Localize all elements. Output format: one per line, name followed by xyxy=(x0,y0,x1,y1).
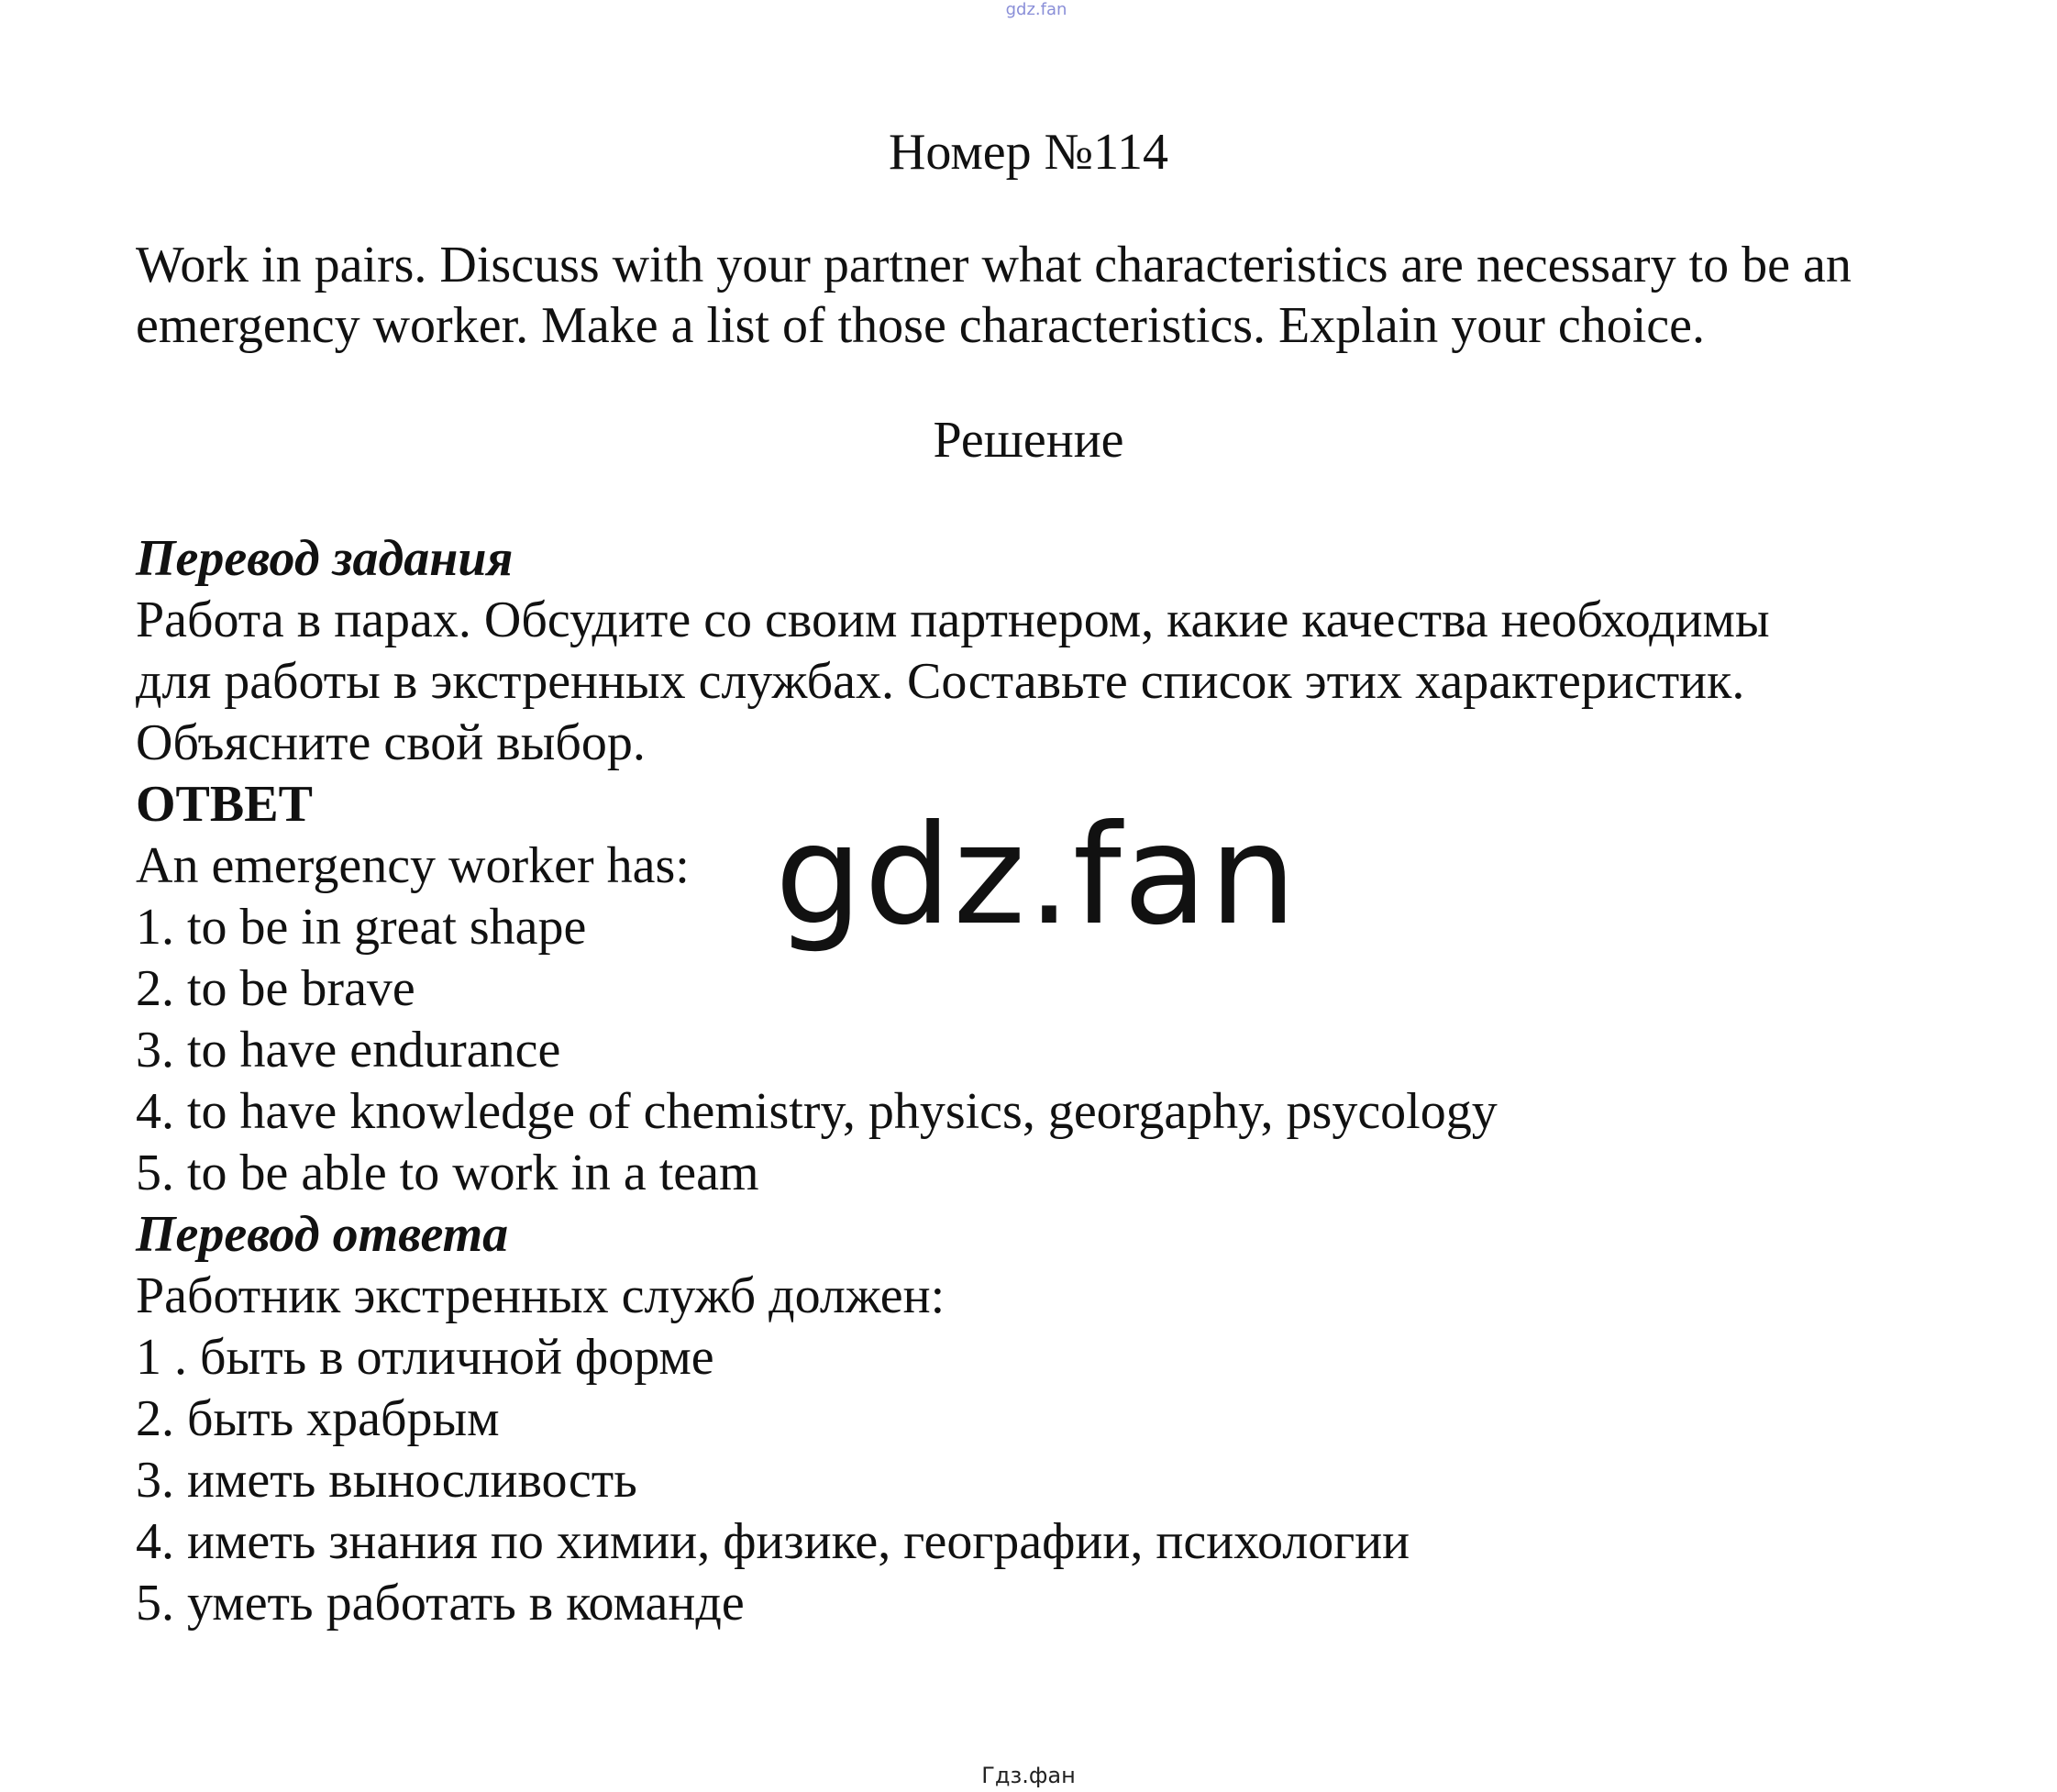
page-title: Номер №114 xyxy=(888,124,1169,181)
translation-answer-item: 2. быть храбрым xyxy=(136,1390,500,1447)
answer-item: 3. to have endurance xyxy=(136,1022,561,1079)
watermark: gdz.fan xyxy=(775,796,1299,956)
translation-answer-item: 4. иметь знания по химии, физике, географии, психологии xyxy=(136,1513,1410,1570)
answer-item: 5. to be able to work in a team xyxy=(136,1145,759,1201)
answer-item: 1. to be in great shape xyxy=(136,899,587,956)
translation-answer-item: 3. иметь выносливость xyxy=(136,1452,637,1509)
answer-heading: ОТВЕТ xyxy=(136,776,313,833)
answer-item: 4. to have knowledge of chemistry, physics, georgaphy, psycology xyxy=(136,1083,1498,1140)
top-watermark: gdz.fan xyxy=(1005,0,1067,19)
translation-answer-item: 5. уметь работать в команде xyxy=(136,1575,745,1632)
answer-intro: An emergency worker has: xyxy=(136,837,690,894)
translation-answer-item: 1 . быть в отличной форме xyxy=(136,1329,714,1386)
answer-item: 2. to be brave xyxy=(136,960,415,1017)
translation-task-line: Работа в парах. Обсудите со своим партнером, какие качества необходимы xyxy=(136,592,1770,648)
content-block xyxy=(136,528,1970,1634)
translation-task-heading: Перевод задания xyxy=(136,530,514,587)
footer-watermark: Гдз.фан xyxy=(981,1763,1076,1788)
translation-answer-intro: Работник экстренных служб должен: xyxy=(136,1267,946,1324)
translation-answer-heading: Перевод ответа xyxy=(136,1206,509,1263)
translation-task-line: для работы в экстренных службах. Составьте список этих характеристик. xyxy=(136,653,1745,710)
solution-heading: Решение xyxy=(933,412,1124,469)
task-text: Work in pairs. Discuss with your partner what characteristics are necessary to be an emergency worker. Make a list of those characteristics. Explain your choice. xyxy=(136,237,1852,354)
translation-task-line: Объясните свой выбор. xyxy=(136,714,646,771)
